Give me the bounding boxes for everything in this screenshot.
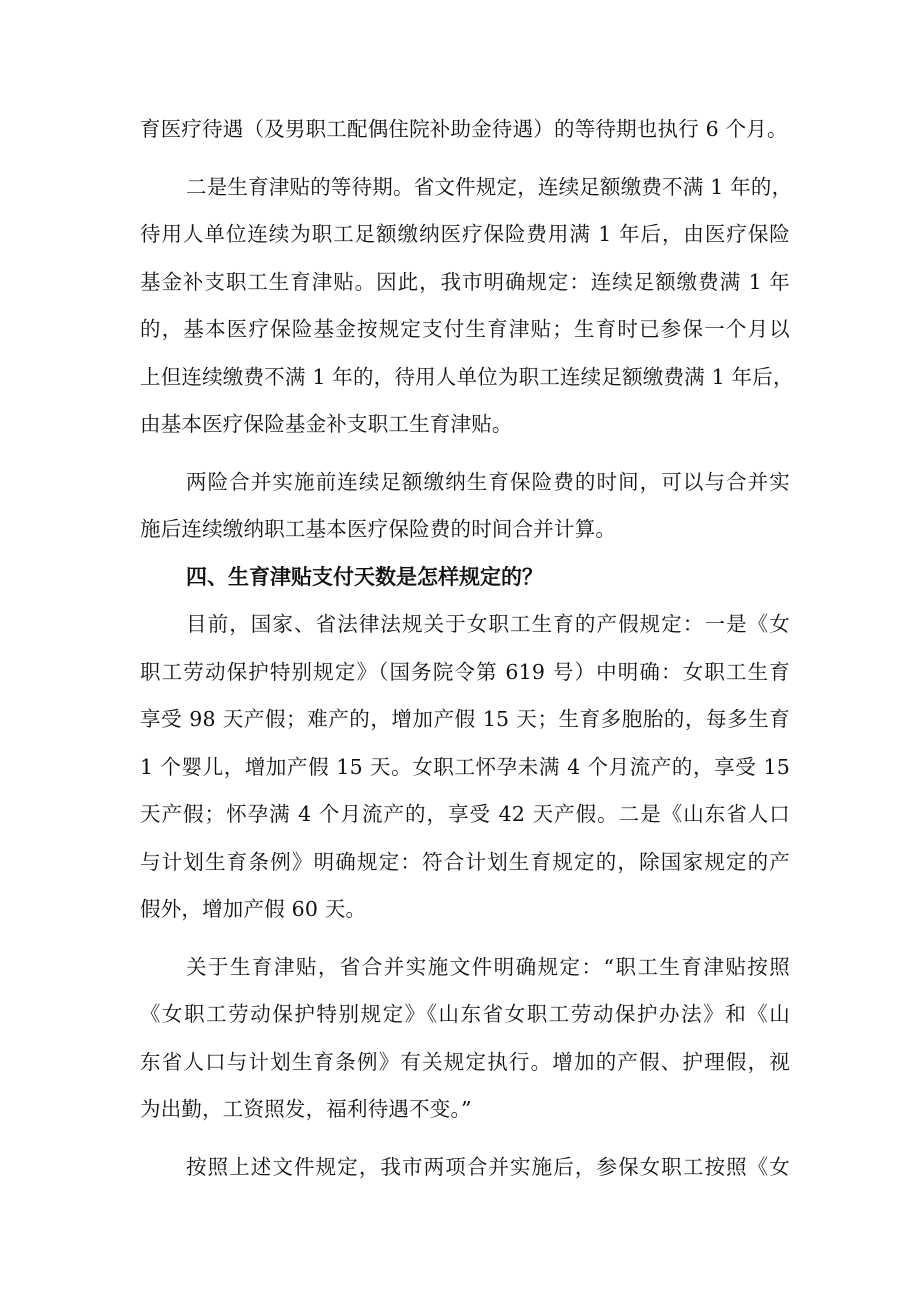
text-line: 育医疗待遇（及男职工配偶住院补助金待遇）的等待期也执行 6 个月。	[140, 117, 788, 141]
text-line: 按照上述文件规定，我市两项合并实施后，参保女职工按照《女	[186, 1154, 790, 1179]
paragraph-maternity-allowance-waiting-period	[140, 164, 794, 449]
section-heading: 四、生育津贴支付天数是怎样规定的？	[186, 564, 543, 589]
text-line: 两险合并实施前连续足额缴纳生育保险费的时间，可以与合并实	[186, 469, 790, 494]
text-line: 由基本医疗保险基金补支职工生育津贴。	[140, 412, 513, 436]
paragraph-merged-contribution-time	[140, 459, 790, 554]
text-line: 为出勤，工资照发，福利待遇不变。”	[140, 1097, 472, 1121]
text-line: 享受 98 天产假；难产的，增加产假 15 天；生育多胞胎的，每多生育	[140, 707, 790, 731]
text-line: 待用人单位连续为职工足额缴纳医疗保险费用满 1 年后，由医疗保险	[140, 222, 790, 246]
text-line: 天产假；怀孕满 4 个月流产的，享受 42 天产假。二是《山东省人口	[140, 802, 790, 826]
text-line: 基金补支职工生育津贴。因此，我市明确规定：连续足额缴费满 1 年	[140, 269, 790, 294]
paragraph-implementation	[140, 1144, 790, 1192]
paragraph-maternity-allowance-rules	[140, 944, 790, 1134]
document-body	[140, 106, 794, 1191]
text-line: 目前，国家、省法律法规关于女职工生育的产假规定：一是《女	[186, 612, 790, 636]
text-line: 与计划生育条例》明确规定：符合计划生育规定的，除国家规定的产	[140, 849, 790, 874]
text-line: 施后连续缴纳职工基本医疗保险费的时间合并计算。	[140, 517, 617, 541]
paragraph-maternity-leave-rules	[140, 601, 790, 934]
text-line: 二是生育津贴的等待期。省文件规定，连续足额缴费不满 1 年的，	[186, 174, 793, 199]
text-line: 1 个婴儿，增加产假 15 天。女职工怀孕未满 4 个月流产的，享受 15	[140, 754, 790, 779]
text-line: 职工劳动保护特别规定》（国务院令第 619 号）中明确：女职工生育	[140, 659, 790, 684]
paragraph-continuation	[140, 106, 790, 154]
text-line: 的，基本医疗保险基金按规定支付生育津贴；生育时已参保一个月以	[140, 317, 790, 341]
text-line: 假外，增加产假 60 天。	[140, 897, 367, 921]
text-line: 关于生育津贴，省合并实施文件明确规定：“职工生育津贴按照	[186, 954, 790, 979]
text-line: 《女职工劳动保护特别规定》《山东省女职工劳动保护办法》和《山	[140, 1002, 790, 1026]
text-line: 东省人口与计划生育条例》有关规定执行。增加的产假、护理假，视	[140, 1049, 790, 1074]
text-line: 上但连续缴费不满 1 年的，待用人单位为职工连续足额缴费满 1 年后，	[140, 364, 794, 389]
